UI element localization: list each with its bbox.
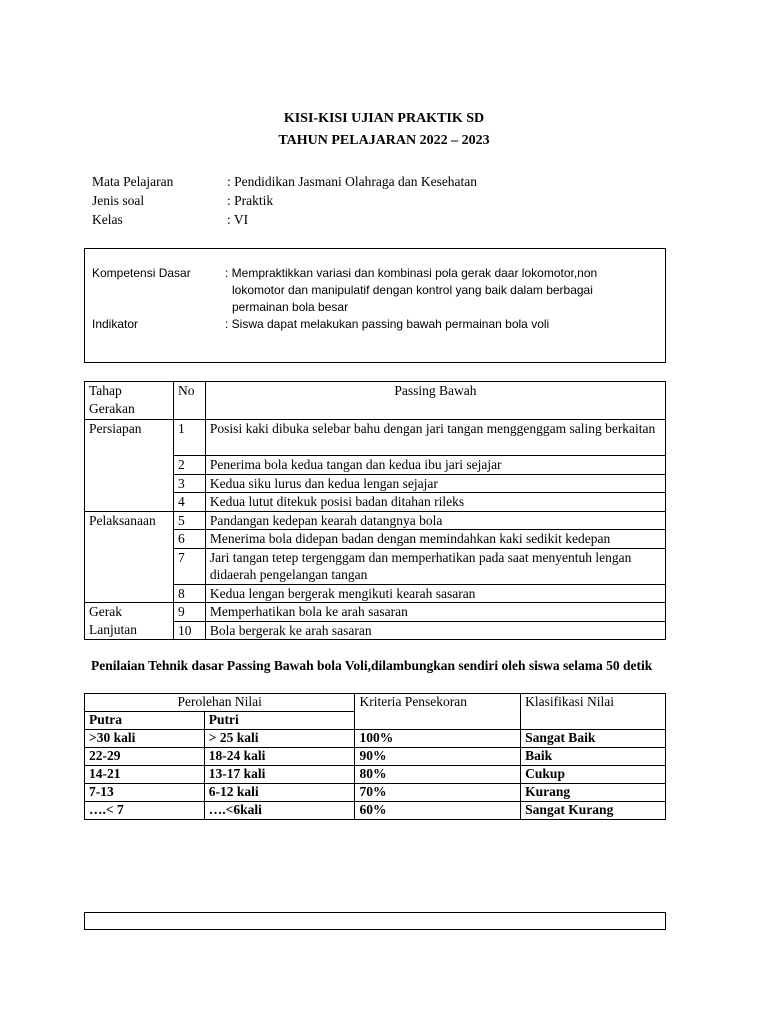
cell-putri: ….<6kali [204,802,355,820]
table-row [85,766,666,784]
table-row [85,748,666,766]
stage-gerak-lanjutan: Gerak Lanjutan [85,603,174,640]
document-title: KISI-KISI UJIAN PRAKTIK SD [283,111,485,126]
row-no: 2 [173,456,205,475]
cell-klasifikasi: Baik [521,748,666,766]
info-value-jenis-soal: : Praktik [227,193,274,208]
table-row [85,420,666,456]
header-putra: Putra [85,712,205,730]
cell-putra: 14-21 [85,766,205,784]
penilaian-title: Penilaian Tehnik dasar Passing Bawah bola Voli,dilambungkan sendiri oleh siswa selama 50 detik [91,658,653,673]
table-row [85,802,666,820]
info-label-mata-pelajaran: Mata Pelajaran [92,174,174,189]
info-label-jenis-soal: Jenis soal [92,193,145,208]
info-value-mata-pelajaran: : Pendidikan Jasmani Olahraga dan Kesehatan [227,174,478,189]
cell-putri: > 25 kali [204,730,355,748]
info-value-kelas: : VI [227,212,249,227]
cell-putri: 13-17 kali [204,766,355,784]
cell-klasifikasi: Sangat Baik [521,730,666,748]
row-text: Bola bergerak ke arah sasaran [205,621,665,640]
kd-line-1: : Mempraktikkan variasi dan kombinasi pola gerak daar lokomotor,non [225,266,598,280]
row-text: Menerima bola didepan badan dengan memindahkan kaki sedikit kedepan [205,530,665,549]
cell-putra: 22-29 [85,748,205,766]
header-tahap: Tahap Gerakan [85,382,174,420]
header-passing-bawah: Passing Bawah [205,382,665,420]
header-no: No [173,382,205,420]
row-no: 8 [173,584,205,603]
cell-kriteria: 80% [355,766,521,784]
cell-putra: >30 kali [85,730,205,748]
row-text: Penerima bola kedua tangan dan kedua ibu jari sejajar [205,456,665,475]
row-no: 3 [173,474,205,493]
row-no: 4 [173,493,205,512]
table-row [85,511,666,530]
cell-klasifikasi: Cukup [521,766,666,784]
row-no: 10 [173,621,205,640]
row-text: Jari tangan tetep tergenggam dan memperhatikan pada saat menyentuh lengan didaerah pengelangan tangan [205,548,665,584]
passing-steps-table [84,381,666,640]
cell-putra: 7-13 [85,784,205,802]
cell-putri: 18-24 kali [204,748,355,766]
score-header-row [85,694,666,712]
indikator-label: Indikator [92,317,139,331]
row-text: Kedua lengan bergerak mengikuti kearah sasaran [205,584,665,603]
kd-line-2: lokomotor dan manipulatif dengan kontrol yang baik dalam berbagai [232,283,593,297]
kd-label: Kompetensi Dasar [92,266,191,280]
cell-kriteria: 70% [355,784,521,802]
cell-kriteria: 90% [355,748,521,766]
header-perolehan-nilai: Perolehan Nilai [85,694,355,712]
cell-kriteria: 100% [355,730,521,748]
kompetensi-box [84,248,666,363]
cell-kriteria: 60% [355,802,521,820]
row-text: Kedua lutut ditekuk posisi badan ditahan rileks [205,493,665,512]
header-kriteria: Kriteria Pensekoran [355,694,521,730]
table-row [85,730,666,748]
row-text: Pandangan kedepan kearah datangnya bola [205,511,665,530]
document-subtitle: TAHUN PELAJARAN 2022 – 2023 [278,133,490,148]
cell-putra: ….< 7 [85,802,205,820]
header-putri: Putri [204,712,355,730]
row-text: Memperhatikan bola ke arah sasaran [205,603,665,622]
stage-persiapan: Persiapan [85,420,174,512]
stage-pelaksanaan: Pelaksanaan [85,511,174,603]
info-label-kelas: Kelas [92,212,123,227]
cell-putri: 6-12 kali [204,784,355,802]
table-row [85,784,666,802]
scoring-table [84,693,666,820]
kd-line-3: permainan bola besar [232,300,349,314]
header-klasifikasi: Klasifikasi Nilai [521,694,666,730]
row-no: 1 [173,420,205,456]
row-no: 7 [173,548,205,584]
cell-klasifikasi: Sangat Kurang [521,802,666,820]
row-no: 5 [173,511,205,530]
table-header-row [85,382,666,420]
indikator-value: : Siswa dapat melakukan passing bawah permainan bola voli [225,317,550,331]
row-no: 6 [173,530,205,549]
cell-klasifikasi: Kurang [521,784,666,802]
row-text: Posisi kaki dibuka selebar bahu dengan jari tangan menggenggam saling berkaitan [205,420,665,456]
empty-bottom-box [84,912,666,930]
row-no: 9 [173,603,205,622]
row-text: Kedua siku lurus dan kedua lengan sejajar [205,474,665,493]
table-row [85,603,666,622]
